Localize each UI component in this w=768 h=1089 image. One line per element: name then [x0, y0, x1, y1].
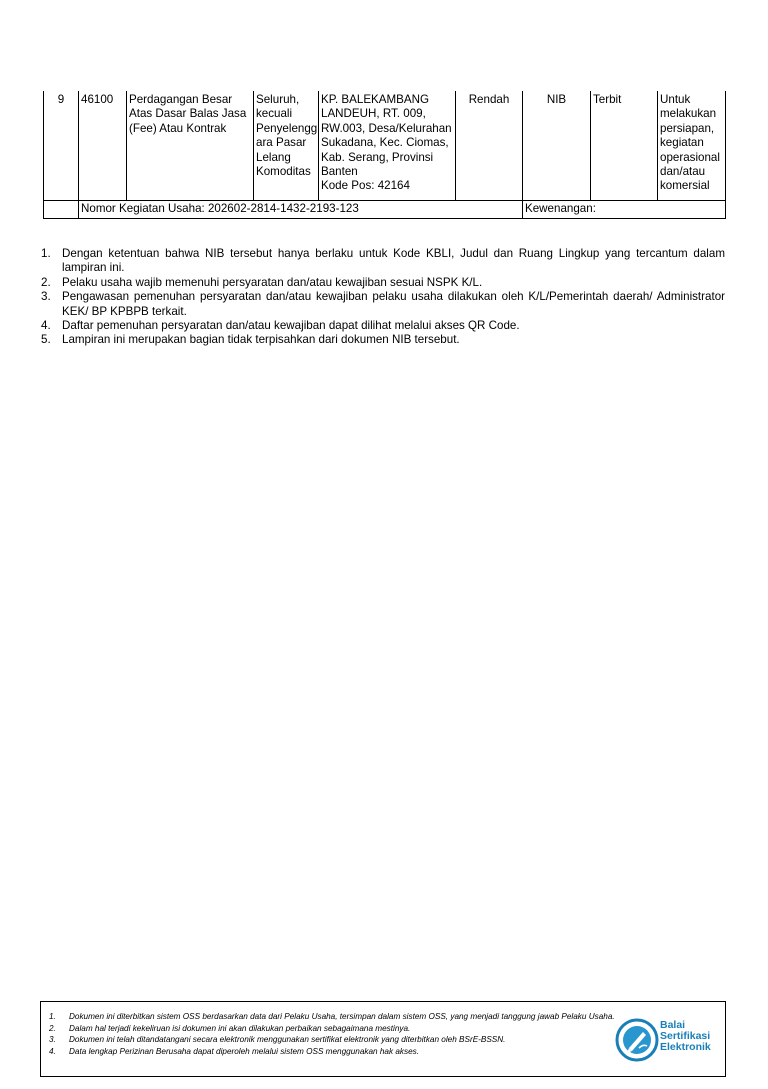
risk-level: Rendah — [456, 91, 523, 200]
list-item: 5. Lampiran ini merupakan bagian tidak terpisahkan dari dokumen NIB tersebut. — [41, 333, 460, 347]
kbli-table — [43, 91, 726, 219]
certificate-pen-icon — [615, 1018, 659, 1062]
bsre-logo — [615, 1016, 725, 1064]
list-item: 2. Dalam hal terjadi kekeliruan isi dokumen ini akan dilakukan perbaikan sebagaimana mestinya. — [49, 1023, 411, 1033]
notes-list — [41, 247, 725, 348]
kbli-code: 46100 — [79, 91, 127, 200]
list-item: 1. Dengan ketentuan bahwa NIB tersebut hanya berlaku untuk Kode KBLI, Judul dan Ruang Lingkup yang tercantum dalam lampiran ini. — [41, 247, 725, 275]
list-item: 3. Pengawasan pemenuhan persyaratan dan/atau kewajiban pelaku usaha dilakukan oleh K/L/Pemerintah daerah/ Administrator KEK/ BP KPBPB terkait. — [41, 290, 725, 318]
license-remark: Untuk melakukan persiapan, kegiatan operasional dan/atau komersial — [658, 91, 726, 200]
logo-text: Balai Sertifikasi Elektronik — [660, 1019, 711, 1053]
table-footer-row — [44, 200, 726, 218]
business-activity-number: Nomor Kegiatan Usaha: 202602-2814-1432-2193-123 — [79, 200, 523, 218]
table-row — [44, 91, 726, 200]
authority: Kewenangan: — [523, 200, 726, 218]
license-type: NIB — [523, 91, 591, 200]
row-number: 9 — [44, 91, 79, 200]
list-item: 1. Dokumen ini diterbitkan sistem OSS berdasarkan data dari Pelaku Usaha, tersimpan dalam sistem OSS, yang menjadi tanggung jawab Pelaku Usaha. — [49, 1012, 615, 1021]
license-status: Terbit — [591, 91, 658, 200]
list-item: 2. Pelaku usaha wajib memenuhi persyaratan dan/atau kewajiban sesuai NSPK K/L. — [41, 275, 483, 289]
spacer-cell — [44, 200, 79, 218]
footer-notes — [49, 1011, 619, 1057]
location: KP. BALEKAMBANG LANDEUH, RT. 009, RW.003, Desa/Kelurahan Sukadana, Kec. Ciomas, Kab. Serang, Provinsi Banten Kode Pos: 42164 — [319, 91, 456, 200]
kbli-title: Perdagangan Besar Atas Dasar Balas Jasa (Fee) Atau Kontrak — [127, 91, 254, 200]
document-footer — [40, 1001, 726, 1077]
list-item: 3. Dokumen ini telah ditandatangani secara elektronik menggunakan sertifikat elektronik yang diterbitkan oleh BSrE-BSSN. — [49, 1035, 506, 1044]
list-item: 4. Data lengkap Perizinan Berusaha dapat diperoleh melalui sistem OSS menggunakan hak akses. — [49, 1046, 419, 1056]
list-item: 4. Daftar pemenuhan persyaratan dan/atau kewajiban dapat dilihat melalui akses QR Code. — [41, 319, 520, 333]
scope: Seluruh, kecuali Penyelengg ara Pasar Lelang Komoditas — [254, 91, 319, 200]
